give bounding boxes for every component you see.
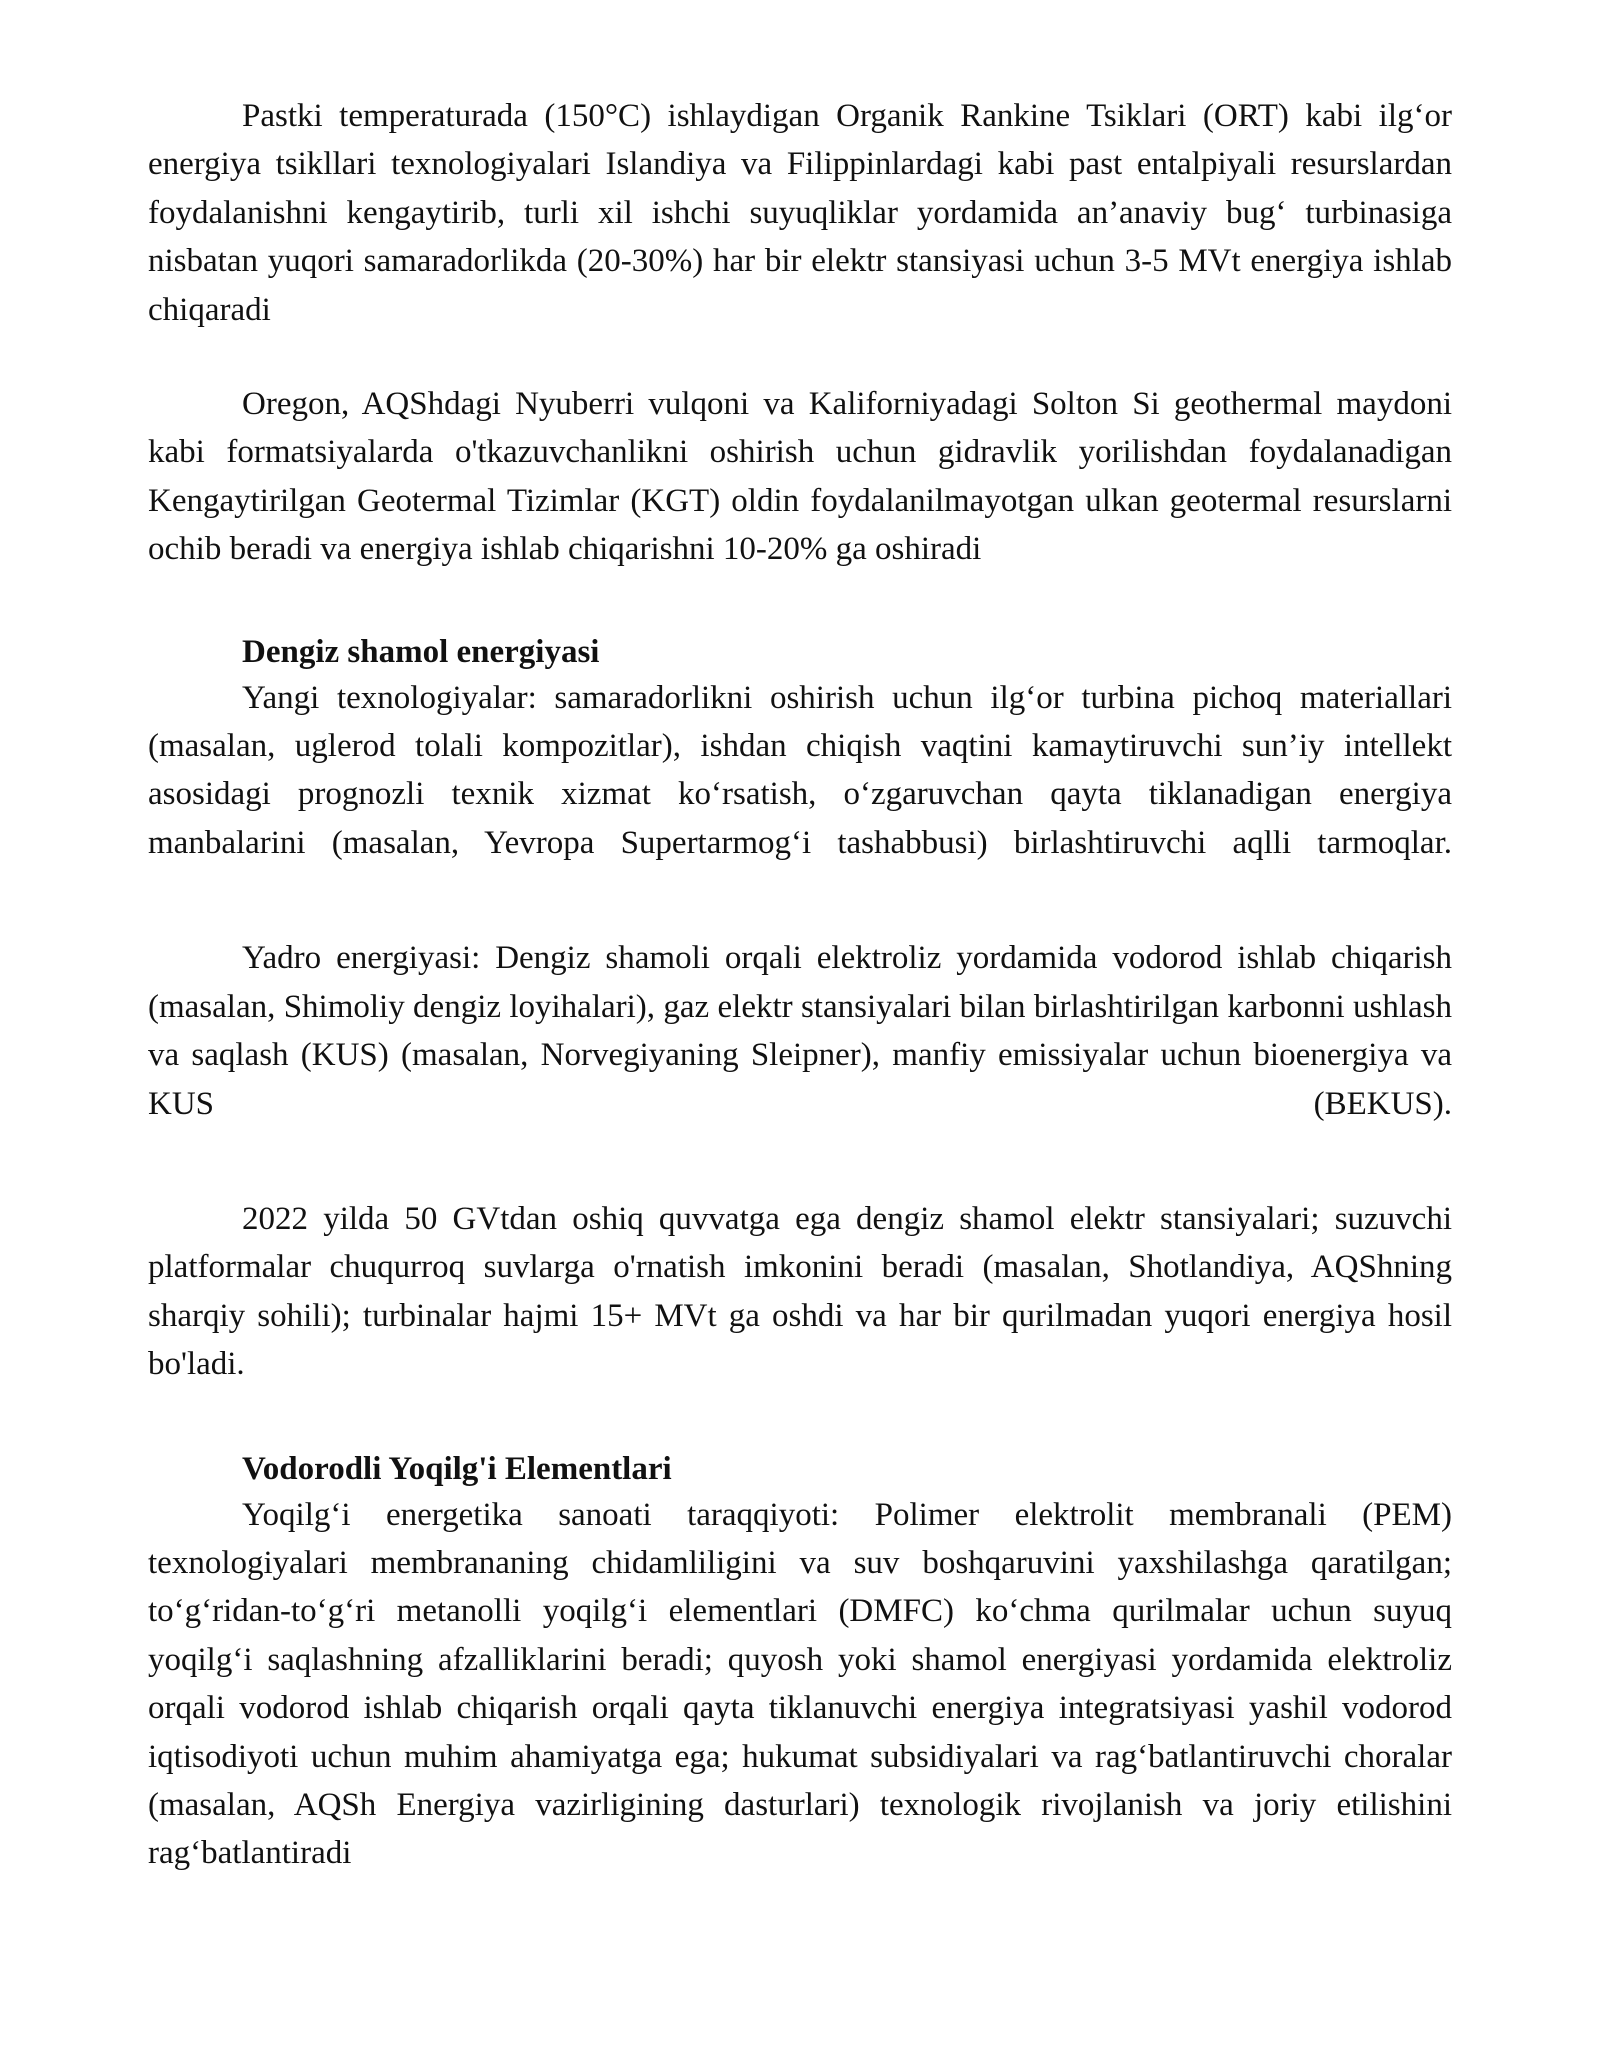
paragraph-offshore-2022: 2022 yilda 50 GVtdan oshiq quvvatga ega dengiz shamol elektr stansiyalari; suzuvchi platformalar chuqurroq suvlarga o'rnatish imkonini beradi (masalan, Shotlandiya, AQShning sharqiy sohili); turbinalar hajmi 15+ MVt ga oshdi va har bir qurilmadan yuqori energiya hosil bo'ladi. [148,1200,1452,1383]
paragraph-nuclear-energy: Yadro energiyasi: Dengiz shamoli orqali elektroliz yordamida vodorod ishlab chiqarish (masalan, Shimoliy dengiz loyihalari), gaz elektr stansiyalari bilan birlashtirilgan karbonni ushlash va saqlash (KUS) (masalan, Norvegiyaning Sleipner), manfiy emissiyalar uchun bioenergiya va KUS (BEKUS). [148,940,1452,1122]
paragraph-new-technologies: Yangi texnologiyalar: samaradorlikni oshirish uchun ilg‘or turbina pichoq materiallari (masalan, uglerod tolali kompozitlar), ishdan chiqish vaqtini kamaytiruvchi sun’iy intellekt asosidagi prognozli texnik xizmat ko‘rsatish, o‘zgaruvchan qayta tiklanadigan energiya manbalarini (masalan, Yevropa Supertarmog‘i tashabbusi) birlashtiruvchi aqlli tarmoqlar. [148,679,1452,861]
paragraph-orc: Pastki temperaturada (150°C) ishlaydigan Organik Rankine Tsiklari (ORT) kabi ilg‘or energiya tsikllari texnologiyalari Islandiya va Filippinlardagi kabi past entalpiyali resurslardan foydalanishni kengaytirib, turli xil ishchi suyuqliklar yordamida an’anaviy bug‘ turbinasiga nisbatan yuqori samaradorlikda (20-30%) har bir elektr stansiyasi uchun 3-5 MVt energiya ishlab chiqaradi [148,98,1452,328]
heading-offshore-wind: Dengiz shamol energiyasi [242,633,600,670]
paragraph-egs: Oregon, AQShdagi Nyuberri vulqoni va Kaliforniyadagi Solton Si geothermal maydoni kabi formatsiyalarda o'tkazuvchanlikni oshirish uchun gidravlik yorilishdan foydalanadigan Kengaytirilgan Geotermal Tizimlar (KGT) oldin foydalanilmayotgan ulkan geotermal resurslarni ochib beradi va energiya ishlab chiqarishni 10-20% ga oshiradi [148,386,1452,568]
heading-hydrogen-fuel-cells: Vodorodli Yoqilg'i Elementlari [242,1450,672,1487]
document-page [148,92,1452,1878]
paragraph-fuel-cells: Yoqilg‘i energetika sanoati taraqqiyoti: Polimer elektrolit membranali (PEM) texnologiyalari membrananing chidamliligini va suv boshqaruvini yaxshilashga qaratilgan; to‘g‘ridan-to‘g‘ri metanolli yoqilg‘i elementlari (DMFC) ko‘chma qurilmalar uchun suyuq yoqilg‘i saqlashning afzalliklarini beradi; quyosh yoki shamol energiyasi yordamida elektroliz orqali vodorod ishlab chiqarish orqali qayta tiklanuvchi energiya integratsiyasi yashil vodorod iqtisodiyoti uchun muhim ahamiyatga ega; hukumat subsidiyalari va rag‘batlantiruvchi choralar (masalan, AQSh Energiya vazirligining dasturlari) texnologik rivojlanish va joriy etilishini rag‘batlantiradi [148,1496,1452,1872]
